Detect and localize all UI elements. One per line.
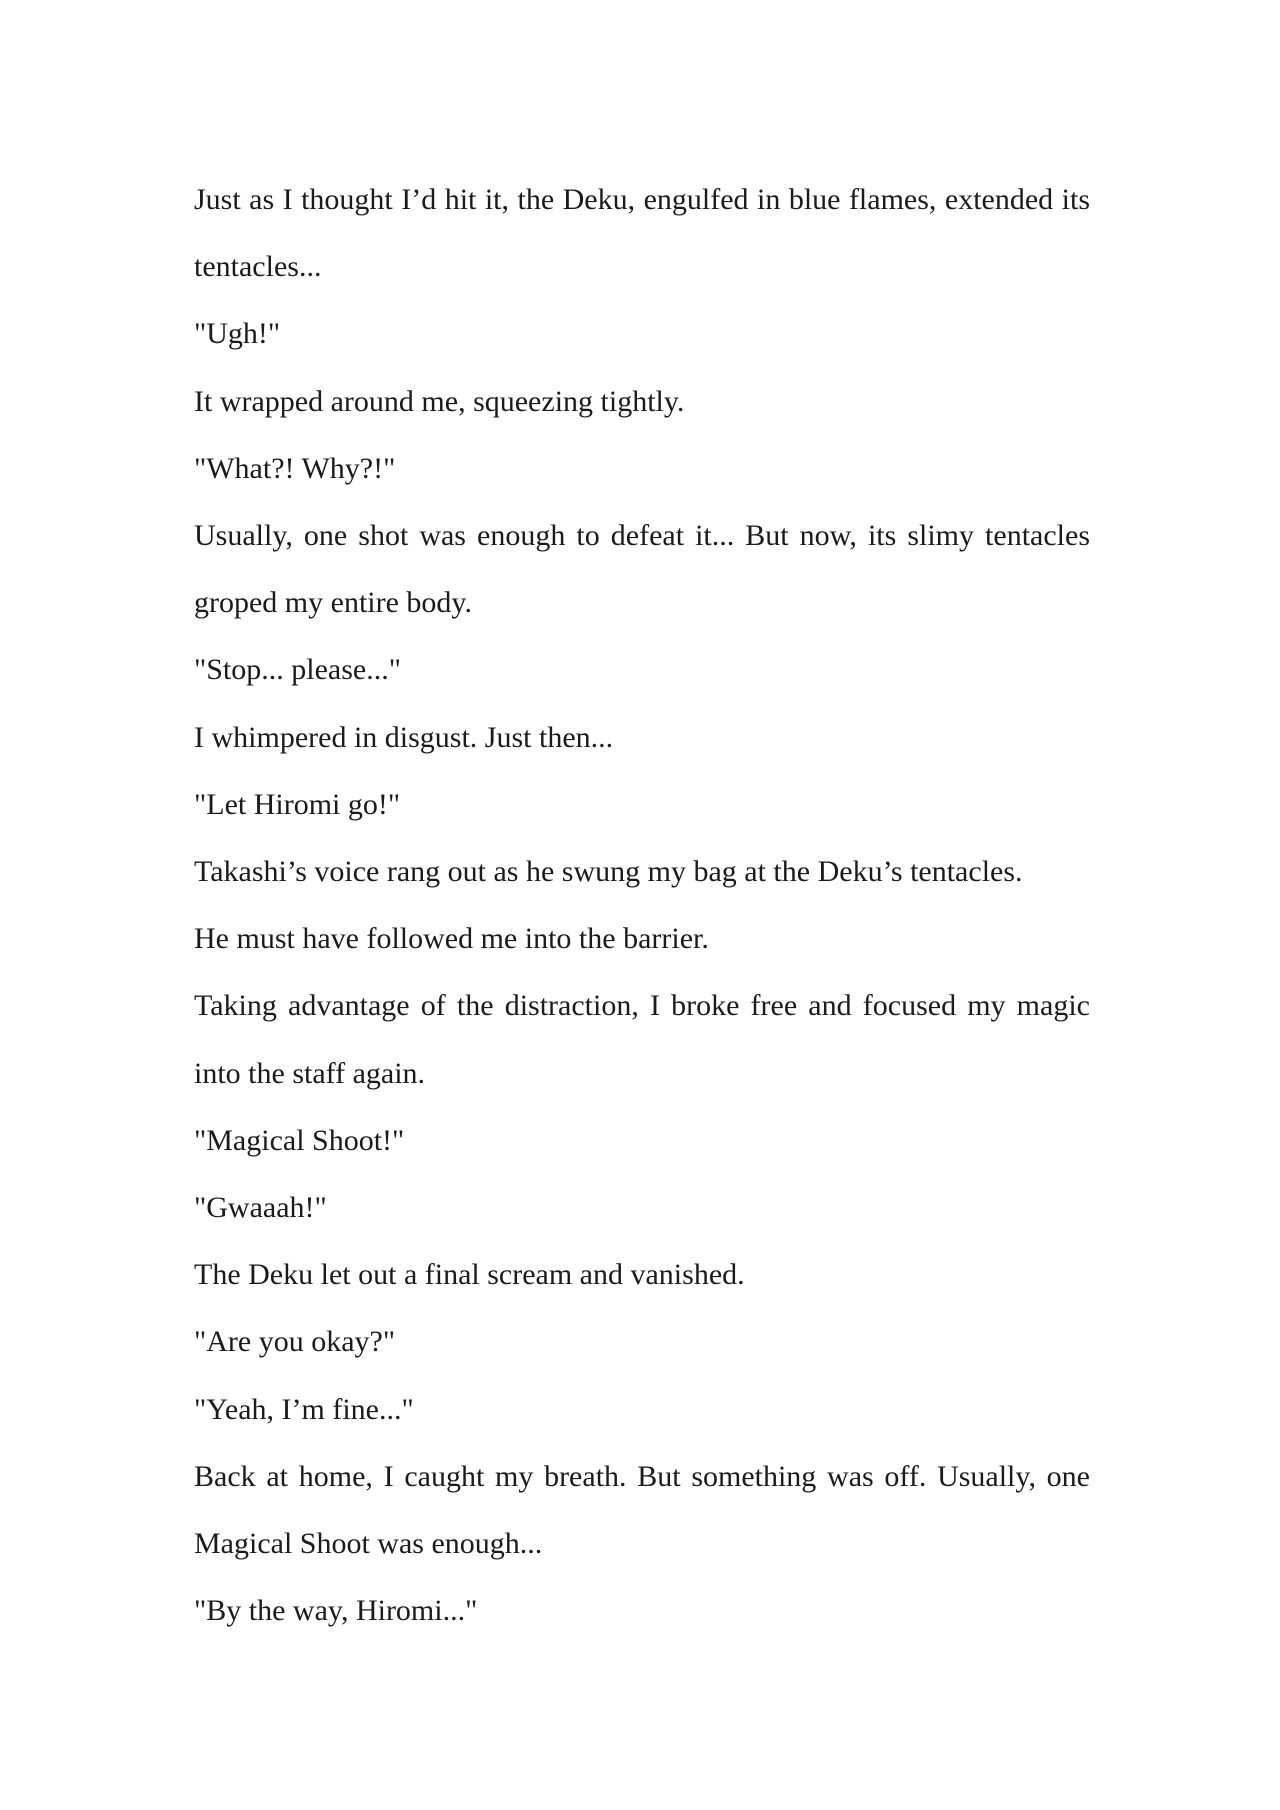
paragraph: Takashi’s voice rang out as he swung my bag at the Deku’s tentacles. xyxy=(194,855,1023,889)
dialogue-line: "Stop... please..." xyxy=(194,653,401,687)
paragraph: He must have followed me into the barrier. xyxy=(194,922,709,956)
paragraph: I whimpered in disgust. Just then... xyxy=(194,720,614,754)
paragraph: Taking advantage of the distraction, I broke free and focused my magic into the staff again. xyxy=(194,989,1090,1090)
paragraph: Usually, one shot was enough to defeat it... But now, its slimy tentacles groped my entire body. xyxy=(194,519,1090,620)
paragraph: The Deku let out a final scream and vanished. xyxy=(194,1258,745,1292)
dialogue-line: "Yeah, I’m fine..." xyxy=(194,1392,414,1426)
paragraph: Just as I thought I’d hit it, the Deku, engulfed in blue flames, extended its tentacles... xyxy=(194,183,1090,284)
dialogue-line: "Gwaaah!" xyxy=(194,1191,327,1225)
dialogue-line: "Let Hiromi go!" xyxy=(194,787,401,821)
dialogue-line: "By the way, Hiromi..." xyxy=(194,1594,478,1628)
paragraph: Back at home, I caught my breath. But something was off. Usually, one Magical Shoot was enough... xyxy=(194,1459,1090,1561)
dialogue-line: "Magical Shoot!" xyxy=(194,1123,405,1157)
paragraph: It wrapped around me, squeezing tightly. xyxy=(194,384,685,418)
dialogue-line: "Are you okay?" xyxy=(194,1325,396,1359)
dialogue-line: "What?! Why?!" xyxy=(194,451,396,485)
document-page xyxy=(194,166,1090,1644)
dialogue-line: "Ugh!" xyxy=(194,317,281,351)
